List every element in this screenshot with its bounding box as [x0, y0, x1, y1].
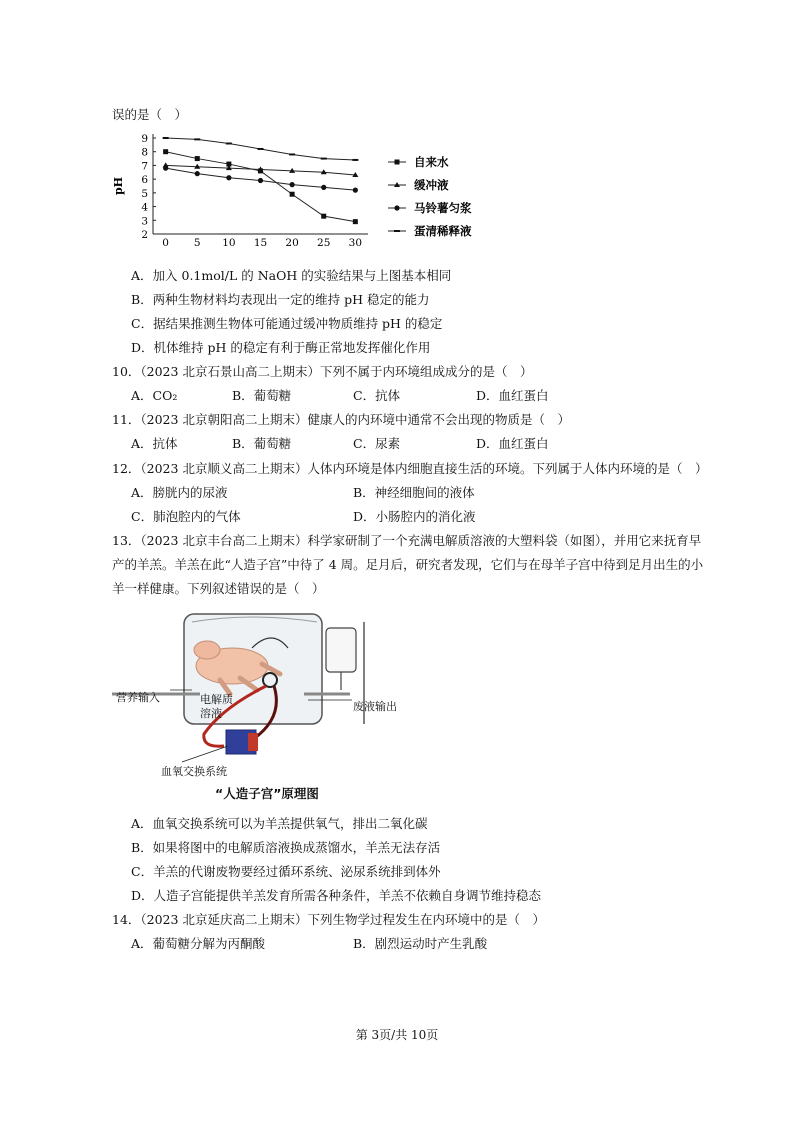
series-line-1 [166, 152, 356, 222]
q11-option-d[interactable]: D．血红蛋白 [476, 436, 549, 451]
y-tick-label: 6 [141, 174, 148, 187]
data-point [163, 149, 168, 154]
data-point [353, 188, 358, 193]
q11-option-a[interactable]: A．抗体 [131, 436, 178, 451]
x-tick-label: 5 [193, 237, 201, 248]
y-axis-label: pH [112, 176, 125, 196]
q14-stem: 14．（2023 北京延庆高二上期末）下列生物学过程发生在内环境中的是（ ） [112, 912, 545, 927]
iv-bag-icon [326, 628, 356, 672]
q13-stem-line2: 产的羊羔。羊羔在此“人造子宫”中待了 4 周。足月后，研究者发现，它们与在母羊子宫中待到足月出生的小 [112, 557, 704, 572]
data-point [226, 175, 231, 180]
x-tick-label: 10 [222, 237, 236, 248]
legend-label: 缓冲液 [414, 178, 449, 192]
legend-label: 自来水 [414, 155, 449, 169]
label-electrolyte-solution: 电解质溶液 [200, 693, 233, 720]
legend-marker [394, 205, 399, 210]
q10-option-c[interactable]: C．抗体 [353, 388, 401, 403]
figure-caption: “人造子宫”原理图 [215, 786, 319, 801]
data-point [290, 192, 295, 197]
q9-option-c[interactable]: C．据结果推测生物体可能通过缓冲物质维持 pH 的稳定 [131, 316, 443, 331]
y-tick-label: 8 [141, 146, 148, 159]
oxygen-exchanger-core [248, 733, 258, 751]
q13-stem-line3: 羊一样健康。下列叙述错误的是（ ） [112, 581, 325, 596]
x-tick-label: 20 [285, 237, 299, 248]
q12-option-d[interactable]: D．小肠腔内的消化液 [353, 509, 476, 524]
x-tick-label: 15 [253, 237, 268, 248]
q11-stem: 11．（2023 北京朝阳高二上期末）健康人的内环境中通常不会出现的物质是（ ） [112, 412, 570, 427]
q10-option-b[interactable]: B．葡萄糖 [232, 388, 292, 403]
x-tick-label: 0 [162, 237, 169, 248]
page-footer: 第 3页/共 10页 [355, 1028, 439, 1042]
ph-line-chart [108, 128, 488, 248]
q14-option-a[interactable]: A．葡萄糖分解为丙酮酸 [131, 936, 266, 951]
lamb-head-icon [194, 641, 220, 659]
q12-option-b[interactable]: B．神经细胞间的液体 [353, 485, 475, 500]
q12-option-c[interactable]: C．肺泡腔内的气体 [131, 509, 241, 524]
q9-option-d[interactable]: D．机体维持 pH 的稳定有利于酶正常地发挥催化作用 [131, 340, 431, 355]
q10-option-a[interactable]: A．CO₂ [131, 388, 178, 403]
exchanger-pointer [182, 746, 228, 762]
q11-option-c[interactable]: C．尿素 [353, 436, 401, 451]
y-tick-label: 9 [141, 133, 148, 145]
legend-label: 蛋清稀释液 [414, 224, 472, 238]
q10-stem: 10．（2023 北京石景山高二上期末）下列不属于内环境组成成分的是（ ） [112, 364, 533, 379]
data-point [195, 171, 200, 176]
y-tick-label: 7 [141, 160, 148, 173]
q13-stem-line1: 13．（2023 北京丰台高二上期末）科学家研制了一个充满电解质溶液的大塑料袋（如图），并用它来抚育早 [112, 533, 702, 548]
q14-option-b[interactable]: B．剧烈运动时产生乳酸 [353, 936, 488, 951]
data-point [353, 219, 358, 224]
q12-stem: 12．（2023 北京顺义高二上期末）人体内环境是体内细胞直接生活的环境。下列属于人体内环境的是（ ） [112, 461, 708, 476]
q9-stem-tail: 误的是（ ） [112, 107, 188, 122]
q13-option-d[interactable]: D．人造子宫能提供羊羔发育所需各种条件，羊羔不依赖自身调节维持稳态 [131, 888, 542, 903]
label-nutrition-input: 营养输入 [116, 691, 160, 704]
label-waste-output: 废液输出 [353, 700, 397, 713]
y-tick-label: 3 [141, 215, 148, 228]
data-point [195, 156, 200, 161]
x-tick-label: 25 [317, 237, 331, 248]
y-tick-label: 4 [141, 201, 148, 214]
data-point [163, 166, 168, 171]
legend-marker [395, 160, 400, 165]
data-point [258, 178, 263, 183]
q13-option-a[interactable]: A．血氧交换系统可以为羊羔提供氧气，排出二氧化碳 [131, 816, 428, 831]
q13-option-b[interactable]: B．如果将图中的电解质溶液换成蒸馏水，羊羔无法存活 [131, 840, 441, 855]
q13-option-c[interactable]: C．羊羔的代谢废物要经过循环系统、泌尿系统排到体外 [131, 864, 441, 879]
q11-option-b[interactable]: B．葡萄糖 [232, 436, 292, 451]
y-tick-label: 5 [141, 187, 148, 200]
legend-label: 马铃薯匀浆 [414, 201, 472, 215]
q12-option-a[interactable]: A．膀胱内的尿液 [131, 485, 228, 500]
label-oxygen-exchange: 血氧交换系统 [161, 765, 227, 778]
data-point [321, 214, 326, 219]
x-tick-label: 30 [348, 237, 363, 248]
data-point [290, 182, 295, 187]
q9-option-a[interactable]: A．加入 0.1mol/L 的 NaOH 的实验结果与上图基本相同 [131, 268, 452, 283]
y-tick-label: 2 [141, 229, 148, 241]
data-point [321, 185, 326, 190]
q10-option-d[interactable]: D．血红蛋白 [476, 388, 549, 403]
q9-option-b[interactable]: B．两种生物材料均表现出一定的维持 pH 稳定的能力 [131, 292, 430, 307]
